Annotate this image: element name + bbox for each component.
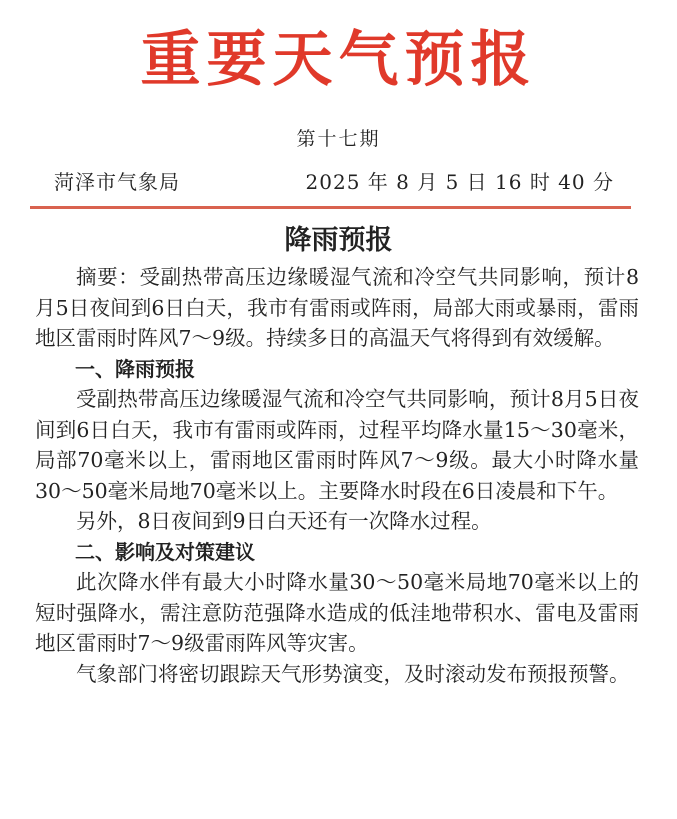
rain-forecast-paragraph: 另外，8日夜间到9日白天还有一次降水过程。: [76, 509, 492, 533]
document-title: 降雨预报: [284, 225, 393, 256]
summary-paragraph: 摘要：受副热带高压边缘暖湿气流和冷空气共同影响，预计8月5日夜间到6日白天，我市有雷雨或阵雨，局部大雨或暴雨，雷雨地区雷雨时阵风7～9级。持续多日的高温天气将得到有效缓解。: [35, 265, 639, 350]
rain-forecast-paragraph: 受副热带高压边缘暖湿气流和冷空气共同影响，预计8月5日夜间到6日白天，我市有雷雨或阵雨，过程平均降水量15～30毫米，局部70毫米以上，雷雨地区雷雨时阵风7～9级。最大小时降水量30～50毫米局地70毫米以上。主要降水时段在6日凌晨和下午。: [35, 387, 639, 503]
issue-number: 第十七期: [296, 128, 381, 150]
impact-advice-paragraph: 此次降水伴有最大小时降水量30～50毫米局地70毫米以上的短时强降水，需注意防范强降水造成的低洼地带积水、雷电及雷雨地区雷雨时7～9级雷雨阵风等灾害。: [35, 570, 639, 655]
issuer: 菏泽市气象局: [54, 170, 180, 194]
section-heading-impact-advice: 二、影响及对策建议: [75, 539, 255, 564]
document-body: [35, 262, 639, 689]
impact-advice-paragraph: 气象部门将密切跟踪天气形势演变，及时滚动发布预报预警。: [76, 661, 630, 686]
section-heading-rain-forecast: 一、降雨预报: [75, 356, 195, 381]
issue-datetime: 2025 年 8 月 5 日 16 时 40 分: [305, 170, 614, 194]
meta-row: [54, 168, 614, 196]
bulletin-title: 重要天气预报: [140, 25, 537, 95]
header-divider: [30, 206, 631, 209]
